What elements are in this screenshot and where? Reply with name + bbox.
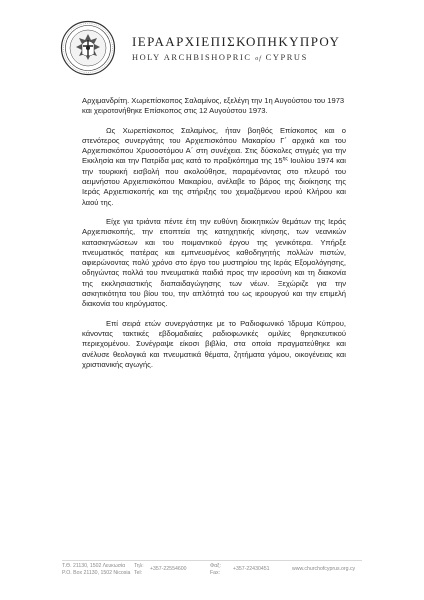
letterhead [60,20,400,80]
organization-subtitle [132,53,308,62]
footer-tel-value: +357-22554600 [150,566,187,572]
footer-tel-label-english: Tel: [134,570,143,576]
subtitle-of: of [255,56,262,62]
subtitle-part-2: CYPRUS [265,53,308,62]
paragraph-1: Αρχιμανδρίτη. Χωρεπίσκοπος Σαλαμίνος, εξελέγη την 1η Αυγούστου του 1973 και χειροτονήθηκε Επίσκοπος στις 12 Αυγούστου 1973. [82,96,345,116]
paragraph-4: Επί σειρά ετών συνεργάστηκε με το Ραδιοφωνικό Ίδρυμα Κύπρου, κάνοντας τακτικές εβδομαδιαίες ραδιοφωνικές ομιλίες θρησκευτικού περιεχομένου. Συνέγραψε είκοσι βιβλία, στα οποία πραγματεύθηκε και ανέλυσε θεολογικά και πνευματικά θέματα, ζητήματα γάμου, οικογένειας και χριστιανικής αγωγής. [82,318,346,369]
footer-fax-label-english: Fax: [210,570,221,576]
document-body [82,96,346,379]
archbishopric-seal-icon [60,20,116,76]
paragraph-3: Είχε για τριάντα πέντε έτη την ευθύνη διοικητικών θεμάτων της Ιεράς Αρχιεπισκοπής, την εποπτεία της κατηχητικής κίνησης, των νεανικών κατασκηνώσεων και του ποιμαντικού έργου της γενικότερα. Υπήρξε πνευματικός πατέρας και εμπνευσμένος καθοδηγητής πολλών πιστών, αφιερώνοντας πολύ χρόνο στο έργο του μυστηρίου της Ιεράς Εξομολόγησης, οδηγώντας πολλά του πνευματικά παιδιά προς την ιεροσύνη και τη διακονία της εκκλησιαστικής διαπαιδαγώγησης των νέων. Ξεχώριζε για την ασκητικότητα του βίου του, την απλότητά του ως ιερουργού και την επιμελή διακονία του κηρύγματος. [82,216,346,309]
paragraph-2-text-a: Ως Χωρεπίσκοπος Σαλαμίνος, ήταν βοηθός Επίσκοπος και ο στενότερος συνεργάτης του Αρχιεπισκόπου Μακαρίου Γ΄ αρχικά και του Αρχιεπισκόπου Χρυσοστόμου Α΄ στη συνέχεια. Στις δύσκολες στιγμές για την Εκκλησία και την Πατρίδα μας κατά το πραξικόπημα της 15 [82,125,346,166]
footer-address-english: P.O. Box 21130, 1502 Nicosia [62,570,131,576]
footer-website-link[interactable]: www.churchofcyprus.org.cy [292,566,356,572]
footer [62,563,362,591]
footer-address [62,563,130,577]
paragraph-2 [82,126,346,208]
organization-title: ΙΕΡΑΑΡΧΙΕΠΙΣΚΟΠΗΚΥΠΡΟΥ [132,34,341,49]
footer-address-greek: Τ.Θ. 21130, 1502 Λευκωσία [62,563,126,569]
paragraph-2-superscript: ης [282,156,288,163]
subtitle-part-1: HOLY ARCHBISHOPRIC [132,53,252,62]
footer-fax-value: +357-22430451 [233,566,270,572]
footer-tel-label-greek: Τηλ: [134,563,144,569]
footer-divider [62,560,362,561]
footer-tel-labels [134,563,144,577]
footer-fax-label-greek: Φαξ: [210,563,221,569]
paragraph-2-text-b: Ιουλίου 1974 και την τουρκική εισβολή που ακολούθησε, παραμένοντας στο πλευρό του αειμνήστου Αρχιεπισκόπου Μακαρίου, ανέλαβε το βάρος της διοίκησης της Ιεράς Αρχιεπισκοπής και της στήριξης του χειμαζόμενου ιερού Κλήρου και λαού της. [82,156,346,207]
footer-fax-labels [210,563,221,577]
